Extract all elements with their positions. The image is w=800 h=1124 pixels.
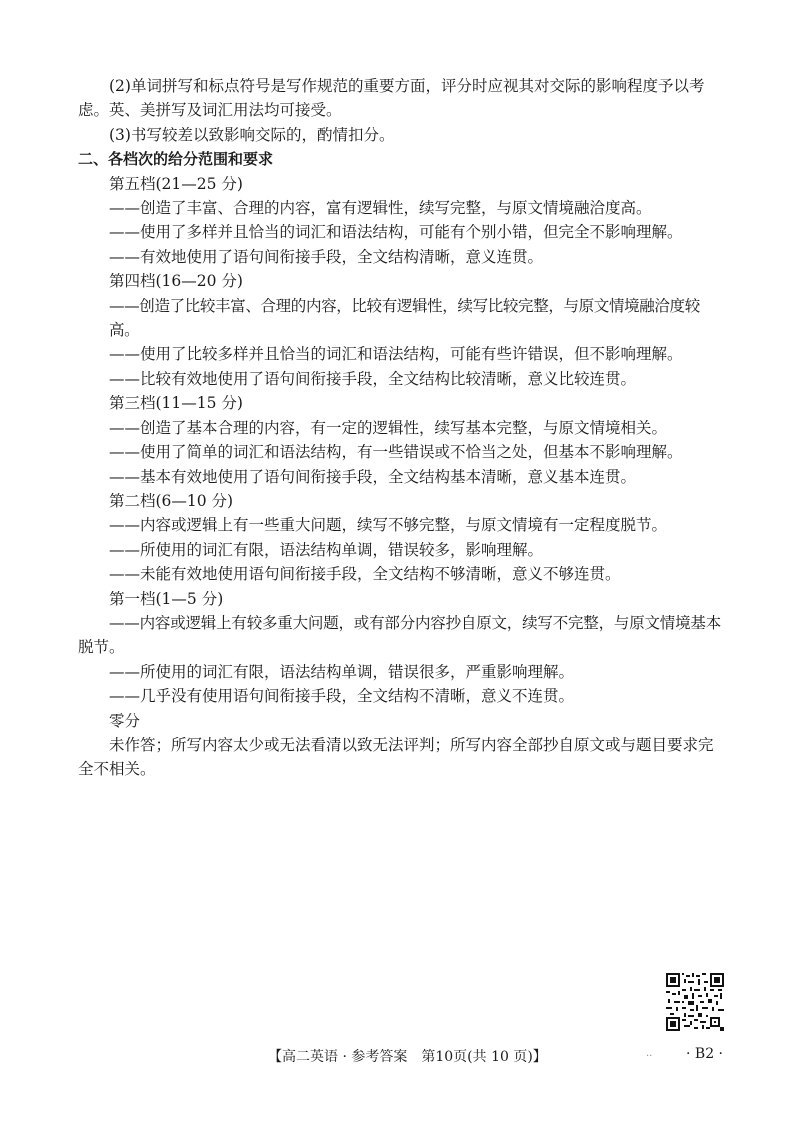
- tier-5-item: ——有效地使用了语句间衔接手段，全文结构清晰，意义连贯。: [109, 247, 544, 266]
- page-footer: [0, 1046, 800, 1066]
- tier-1-item: ——所使用的词汇有限，语法结构单调，错误很多，严重影响理解。: [109, 662, 575, 681]
- tier-3-item: ——基本有效地使用了语句间衔接手段，全文结构基本清晰，意义基本连贯。: [109, 467, 637, 486]
- tier-1-heading: 第一档(1—5 分): [109, 589, 224, 608]
- rule-3: (3)书写较差以致影响交际的，酌情扣分。: [109, 125, 395, 144]
- footer-dots: ..: [646, 1048, 653, 1059]
- tier-4-item: ——比较有效地使用了语句间衔接手段，全文结构比较清晰，意义比较连贯。: [109, 369, 637, 388]
- tier-1-item-continuation: 脱节。: [78, 638, 125, 657]
- footer-page-code: · B2 ·: [686, 1046, 723, 1062]
- tier-5-heading: 第五档(21—25 分): [109, 174, 243, 193]
- tier-5-item: ——创造了丰富、合理的内容，富有逻辑性，续写完整，与原文情境融洽度高。: [109, 199, 652, 218]
- zero-heading: 零分: [109, 711, 141, 730]
- tier-1-item: ——内容或逻辑上有较多重大问题，或有部分内容抄自原文，续写不完整，与原文情境基本: [109, 613, 722, 632]
- tier-4-heading: 第四档(16—20 分): [109, 272, 243, 291]
- tier-4-item: ——创造了比较丰富、合理的内容，比较有逻辑性，续写比较完整，与原文情境融洽度较高。: [109, 296, 700, 340]
- qr-code-icon: [666, 973, 724, 1031]
- rule-2-line-1: (2)单词拼写和标点符号是写作规范的重要方面，评分时应视其对交际的影响程度予以考: [109, 77, 705, 95]
- tier-2-item: ——所使用的词汇有限，语法结构单调，错误较多，影响理解。: [109, 540, 544, 559]
- footer-title: 【高二英语 · 参考答案 第10页(共 10 页)】: [268, 1049, 547, 1065]
- rule-2-line-2: 虑。英、美拼写及词汇用法均可接受。: [78, 101, 342, 120]
- tier-4-item: ——使用了比较多样并且恰当的词汇和语法结构，可能有些许错误，但不影响理解。: [109, 345, 683, 364]
- tier-2-item: ——未能有效地使用语句间衔接手段，全文结构不够清晰，意义不够连贯。: [109, 565, 621, 584]
- tier-2-item: ——内容或逻辑上有一些重大问题，续写不够完整，与原文情境有一定程度脱节。: [109, 516, 668, 535]
- zero-line-1: 未作答；所写内容太少或无法看清以致无法评判；所写内容全部抄自原文或与题目要求完: [109, 735, 714, 754]
- tier-2-heading: 第二档(6—10 分): [109, 491, 234, 510]
- tier-5-item: ——使用了多样并且恰当的词汇和语法结构，可能有个别小错，但完全不影响理解。: [109, 223, 683, 242]
- section-title: 二、各档次的给分范围和要求: [78, 150, 274, 169]
- answer-key-content: [78, 74, 728, 782]
- zero-line-2: 全不相关。: [78, 760, 156, 779]
- tier-3-item: ——使用了简单的词汇和语法结构，有一些错误或不恰当之处，但基本不影响理解。: [109, 443, 683, 462]
- tier-1-item: ——几乎没有使用语句间衔接手段，全文结构不清晰，意义不连贯。: [109, 687, 575, 706]
- tier-3-heading: 第三档(11—15 分): [109, 394, 243, 413]
- tier-3-item: ——创造了基本合理的内容，有一定的逻辑性，续写基本完整，与原文情境相关。: [109, 418, 668, 437]
